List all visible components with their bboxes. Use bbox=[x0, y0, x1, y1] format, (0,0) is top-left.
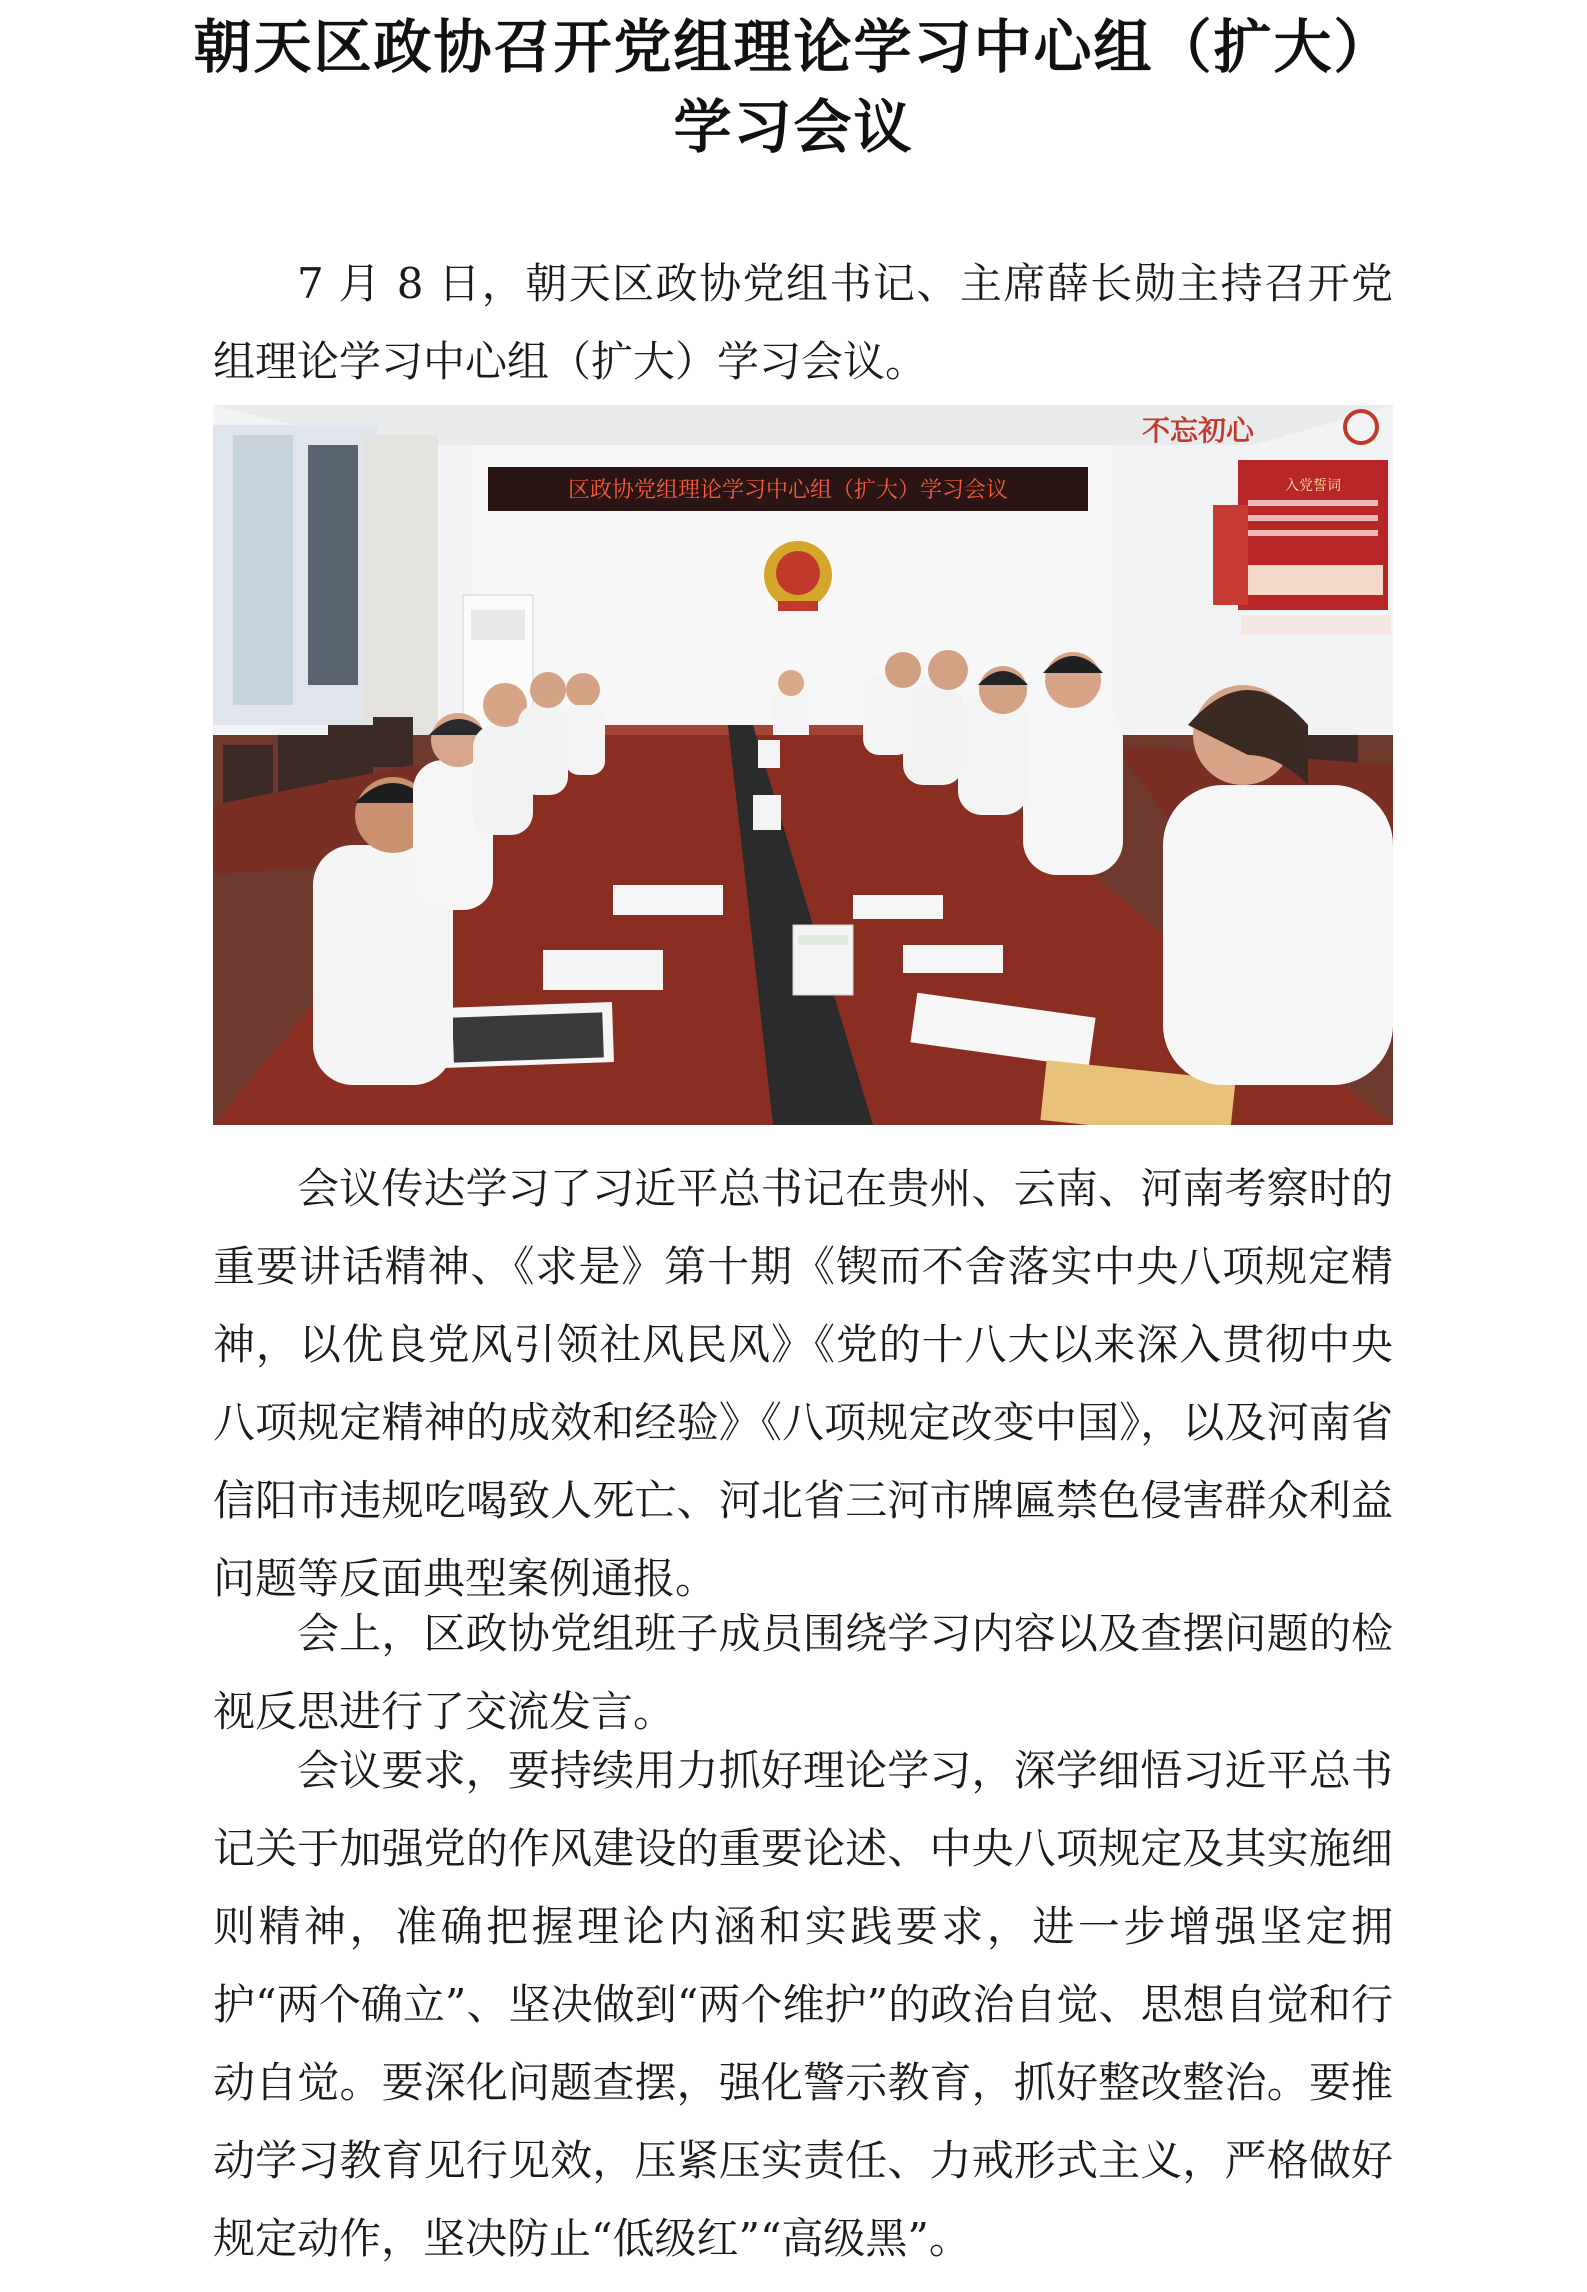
paragraph-intro: 7 月 8 日，朝天区政协党组书记、主席薛长勋主持召开党组理论学习中心组（扩大）学习会议。 bbox=[213, 259, 1393, 386]
paragraph-study-content: 会议传达学习了习近平总书记在贵州、云南、河南考察时的重要讲话精神、《求是》第十期《锲而不舍落实中央八项规定精神，以优良党风引领社风民风》《党的十八大以来深入贯彻中央八项规定精神的成效和经验》《八项规定改变中国》，以及河南省信阳市违规吃喝致人死亡、河北省三河市牌匾禁色侵害群众利益问题等反面典型案例通报。 bbox=[213, 1164, 1393, 1603]
photo-banner-text: 区政协党组理论学习中心组（扩大）学习会议 bbox=[567, 478, 1009, 503]
meeting-photo bbox=[213, 405, 1393, 1125]
paragraph-discussion: 会上，区政协党组班子成员围绕学习内容以及查摆问题的检视反思进行了交流发言。 bbox=[213, 1609, 1393, 1736]
article-title-line1: 朝天区政协召开党组理论学习中心组（扩大） bbox=[193, 13, 1394, 81]
photo-board-heading: 入党誓词 bbox=[1285, 478, 1341, 494]
article-title-line2: 学习会议 bbox=[673, 93, 914, 161]
paragraph-requirements: 会议要求，要持续用力抓好理论学习，深学细悟习近平总书记关于加强党的作风建设的重要论述、中央八项规定及其实施细则精神，准确把握理论内涵和实践要求，进一步增强坚定拥护“两个确立”、坚决做到“两个维护”的政治自觉、思想自觉和行动自觉。要深化问题查摆，强化警示教育，抓好整改整治。要推动学习教育见行见效，压紧压实责任、力戒形式主义，严格做好规定动作，坚决防止“低级红”“高级黑”。 bbox=[213, 1746, 1393, 2263]
photo-wall-slogan: 不忘初心 bbox=[1141, 414, 1255, 447]
